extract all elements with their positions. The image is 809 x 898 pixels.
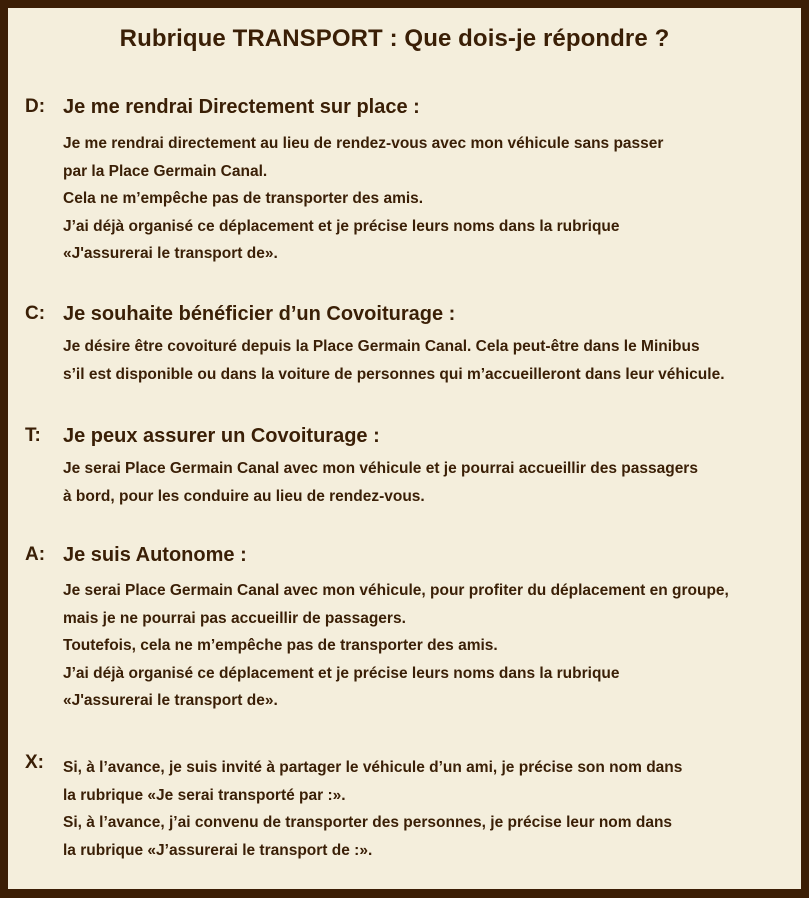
body-line: Cela ne m’empêche pas de transporter des amis. [63, 190, 424, 207]
body-line: «J'assurerai le transport de». [63, 245, 278, 262]
section-heading: Je peux assurer un Covoiturage : [63, 425, 380, 447]
body-line: Je serai Place Germain Canal avec mon véhicule, pour profiter du déplacement en groupe, [63, 582, 729, 599]
body-line: J’ai déjà organisé ce déplacement et je précise leurs noms dans la rubrique [63, 664, 620, 682]
section-body [63, 333, 725, 388]
section-code: X: [25, 752, 44, 773]
transport-info-panel [8, 8, 801, 889]
body-line: la rubrique «J’assurerai le transport de :». [63, 841, 373, 859]
body-line: «J'assurerai le transport de». [63, 692, 278, 709]
section-body [63, 130, 663, 268]
body-line: Toutefois, cela ne m’empêche pas de transporter des amis. [63, 637, 498, 654]
body-line: à bord, pour les conduire au lieu de rendez-vous. [63, 487, 425, 505]
body-line: J’ai déjà organisé ce déplacement et je précise leurs noms dans la rubrique [63, 217, 620, 235]
section-code: T: [25, 425, 41, 446]
body-line: Je désire être covoituré depuis la Place Germain Canal. Cela peut-être dans le Minibus [63, 338, 700, 355]
body-line: s’il est disponible ou dans la voiture de personnes qui m’accueilleront dans leur véhicule. [63, 365, 725, 383]
body-line: par la Place Germain Canal. [63, 162, 268, 180]
section-heading: Je suis Autonome : [63, 544, 247, 566]
section-code: A: [25, 544, 46, 565]
body-line: Je me rendrai directement au lieu de rendez-vous avec mon véhicule sans passer [63, 135, 664, 152]
section-heading: Je souhaite bénéficier d’un Covoiturage : [63, 303, 456, 325]
section-heading: Je me rendrai Directement sur place : [63, 96, 420, 118]
body-line: Si, à l’avance, je suis invité à partager le véhicule d’un ami, je précise son nom dans [63, 759, 683, 776]
section-code: D: [25, 96, 46, 117]
body-line: Si, à l’avance, j’ai convenu de transporter des personnes, je précise leur nom dans [63, 814, 673, 831]
section-body [63, 455, 698, 510]
section-body [63, 577, 729, 715]
section-code: C: [25, 303, 46, 324]
body-line: la rubrique «Je serai transporté par :». [63, 786, 346, 804]
section-body [63, 754, 682, 864]
body-line: mais je ne pourrai pas accueillir de passagers. [63, 609, 406, 627]
page-title: Rubrique TRANSPORT : Que dois-je répondre ? [119, 25, 670, 52]
body-line: Je serai Place Germain Canal avec mon véhicule et je pourrai accueillir des passagers [63, 460, 698, 477]
